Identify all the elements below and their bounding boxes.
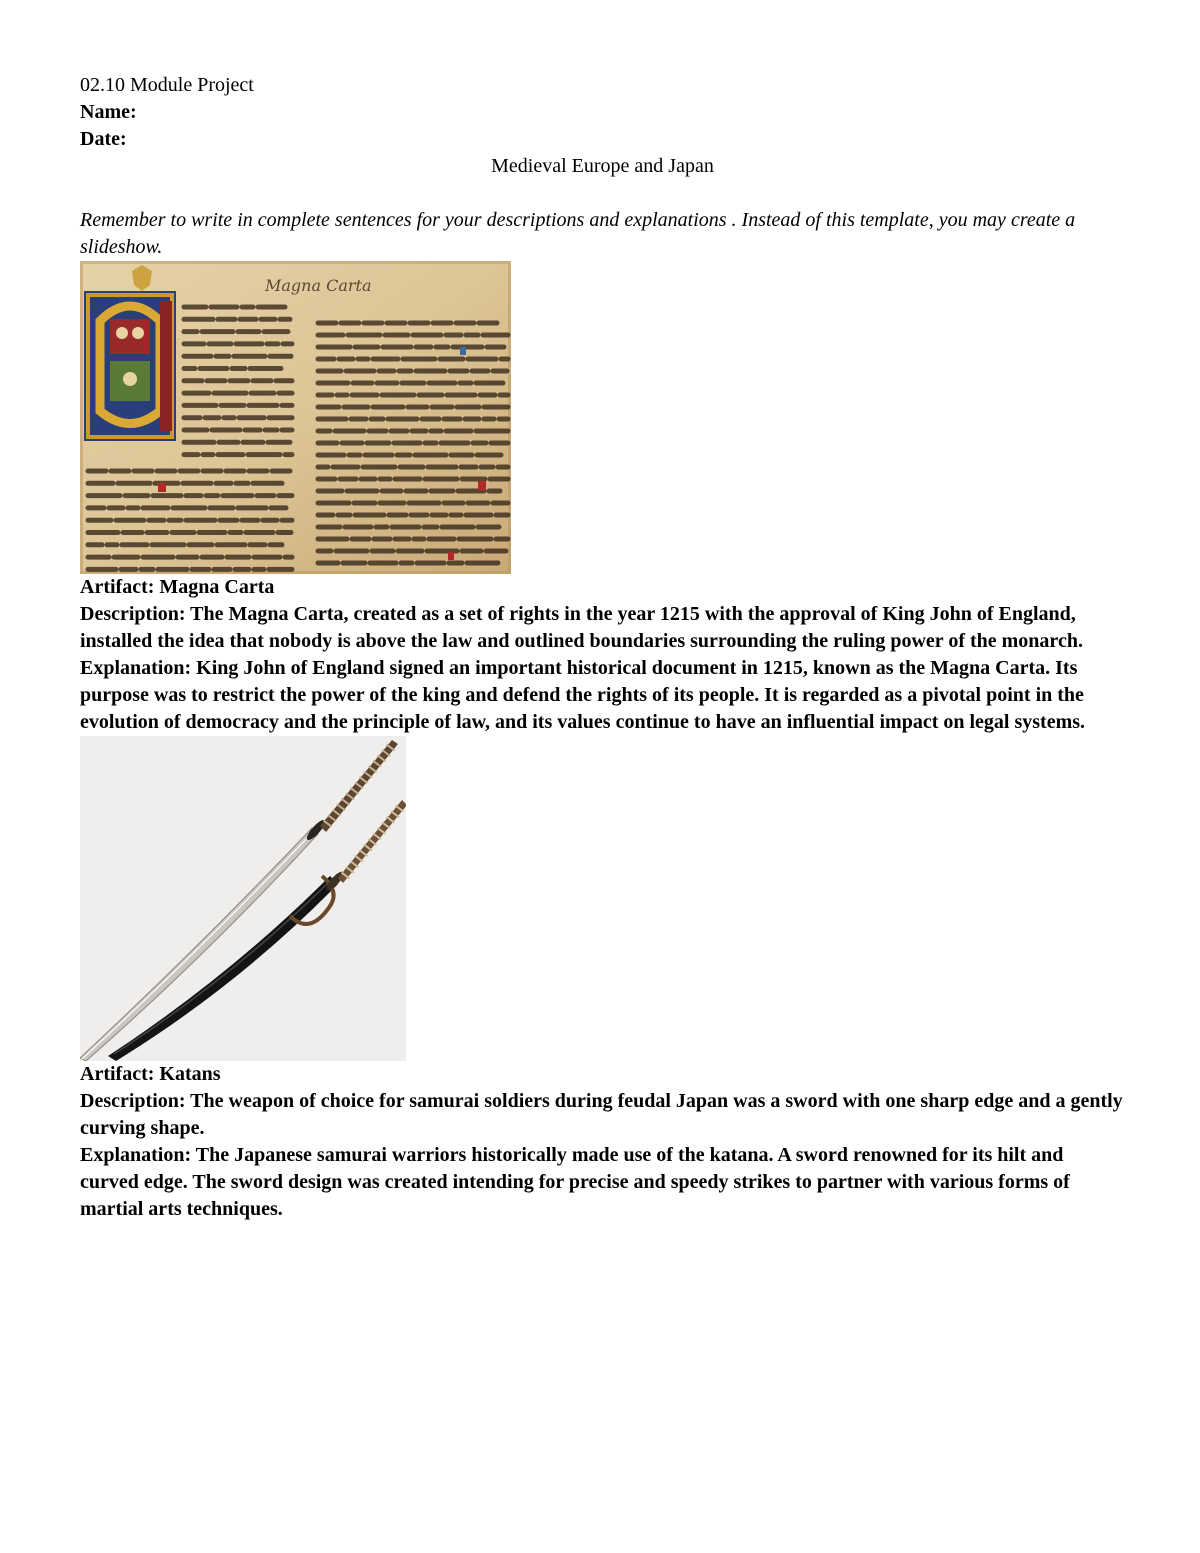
artifact-2-label: Artifact: Katans <box>80 1063 221 1085</box>
katana-illustration <box>80 736 406 1061</box>
document-title: Medieval Europe and Japan <box>491 155 714 177</box>
katana-image <box>80 736 406 1061</box>
artifact-2-description: Description: The weapon of choice for samurai soldiers during feudal Japan was a sword with one sharp edge and a gently curving shape. <box>80 1090 1123 1139</box>
blank-line <box>80 180 1125 207</box>
artifact-1-label: Artifact: Magna Carta <box>80 576 275 598</box>
magna-carta-image <box>80 261 511 574</box>
artifact-1-explanation: Explanation: King John of England signed an important historical document in 1215, known as the Magna Carta. Its purpose was to restrict the power of the king and defend the rights of its people. It is regarded as a pivotal point in the evolution of democracy and the principle of law, and its values continue to have an influential impact on legal systems. <box>80 657 1086 733</box>
artifact-2-explanation: Explanation: The Japanese samurai warriors historically made use of the katana. A sword renowned for its hilt and curved edge. The sword design was created intending for precise and speedy strikes to partner with various forms of martial arts techniques. <box>80 1144 1070 1220</box>
document-body <box>80 72 1125 1223</box>
module-line: 02.10 Module Project <box>80 74 254 96</box>
instructions-text: Remember to write in complete sentences for your descriptions and explanations . Instead of this template, you may create a slideshow. <box>80 209 1076 258</box>
date-label: Date: <box>80 128 127 150</box>
artifact-1-description: Description: The Magna Carta, created as a set of rights in the year 1215 with the approval of King John of England, installed the idea that nobody is above the law and outlined boundaries surrounding the ruling power of the monarch. <box>80 603 1083 652</box>
manuscript-illustration <box>80 261 511 574</box>
manuscript-heading: Magna Carta <box>265 276 372 295</box>
name-label: Name: <box>80 101 137 123</box>
